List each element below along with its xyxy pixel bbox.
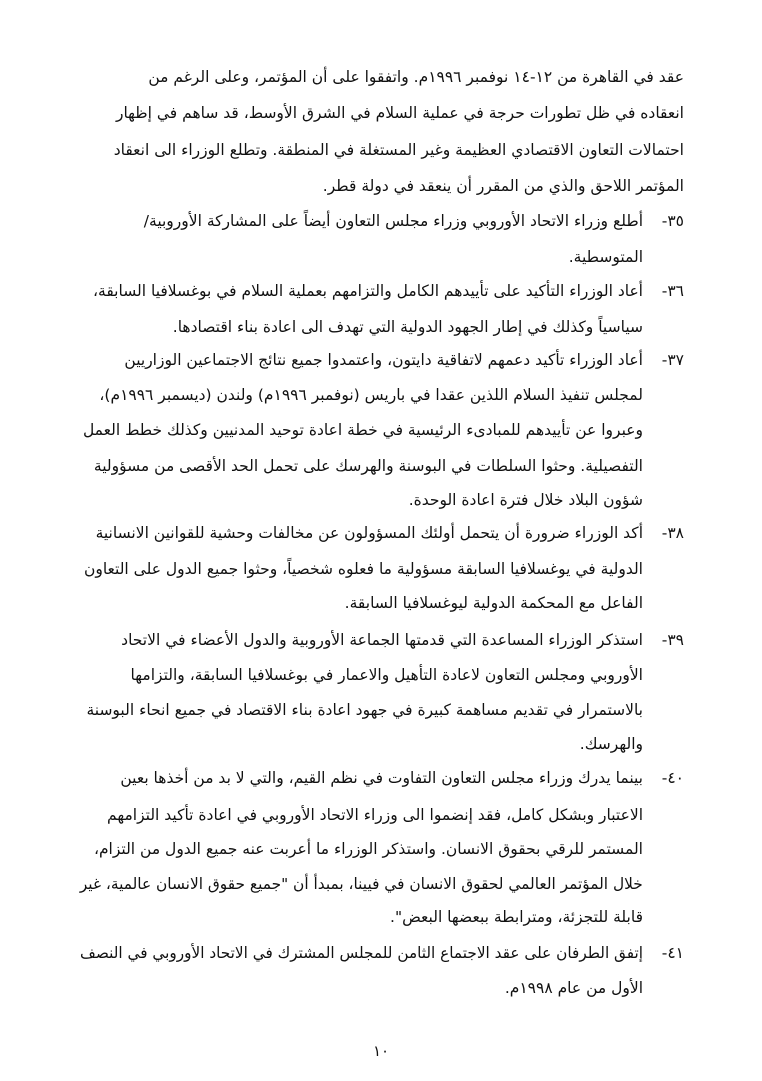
paragraph-line: إتفق الطرفان على عقد الاجتماع الثامن للمجلس المشترك في الاتحاد الأوروبي في النصف (80, 944, 643, 962)
paragraph-line: أكد الوزراء ضرورة أن يتحمل أولئك المسؤولون عن مخالفات وحشية للقوانين الانسانية (95, 524, 643, 542)
page-number: ١٠ (372, 1042, 390, 1060)
paragraph-line: أعاد الوزراء التأكيد على تأييدهم الكامل والتزامهم بعملية السلام في بوغسلافيا السابقة، (93, 282, 643, 300)
item-number: ٣٦- (661, 282, 684, 300)
paragraph-line: سياسياً وكذلك في إطار الجهود الدولية التي تهدف الى اعادة بناء اقتصادها. (172, 318, 643, 336)
paragraph-line: استذكر الوزراء المساعدة التي قدمتها الجماعة الأوروبية والدول الأعضاء في الاتحاد (121, 631, 643, 649)
paragraph-line: والهرسك. (579, 735, 643, 753)
paragraph-line: أعاد الوزراء تأكيد دعمهم لاتفاقية دايتون، واعتمدوا جميع نتائج الاجتماعين الوزاريين (124, 351, 643, 369)
paragraph-line: الأول من عام ١٩٩٨م. (504, 979, 643, 997)
paragraph-line: التفصيلية. وحثوا السلطات في البوسنة والهرسك على تحمل الحد الأقصى من مسؤولية (93, 457, 643, 475)
paragraph-line: المتوسطية. (568, 248, 643, 266)
paragraph-line: شؤون البلاد خلال فترة اعادة الوحدة. (408, 491, 643, 509)
item-number: ٣٨- (661, 524, 684, 542)
paragraph-line: خلال المؤتمر العالمي لحقوق الانسان في فيينا، بمبدأ أن "جميع حقوق الانسان عالمية، غير (80, 875, 643, 893)
item-number: ٣٩- (661, 631, 684, 649)
paragraph-line: انعقاده في ظل تطورات حرجة في عملية السلام في الشرق الأوسط، قد ساهم في إظهار (115, 104, 684, 122)
paragraph-line: الفاعل مع المحكمة الدولية ليوغسلافيا السابقة. (344, 594, 643, 612)
item-number: ٣٥- (661, 212, 684, 230)
paragraph-line: بالاستمرار في تقديم مساهمة كبيرة في جهود اعادة بناء الاقتصاد في جميع انحاء البوسنة (86, 701, 643, 719)
item-number: ٣٧- (661, 351, 684, 369)
paragraph-line: الاعتبار وبشكل كامل، فقد إنضموا الى وزراء الاتحاد الأوروبي في اعادة تأكيد التزامهم (107, 806, 643, 824)
paragraph-line: المستمر للرقي بحقوق الانسان. واستذكر الوزراء ما أعربت عنه جميع الدول من التزام، (93, 840, 643, 858)
paragraph-line: بينما يدرك وزراء مجلس التعاون التفاوت في نظم القيم، والتي لا بد من أخذها بعين (120, 769, 643, 787)
paragraph-line: عقد في القاهرة من ١٢-١٤ نوفمبر ١٩٩٦م. واتفقوا على أن المؤتمر، وعلى الرغم من (148, 68, 684, 86)
paragraph-line: وعبروا عن تأييدهم للمبادىء الرئيسية في خطة اعادة توحيد المدنيين وكذلك خطط العمل (82, 421, 643, 439)
item-number: ٤٠- (661, 769, 684, 787)
paragraph-line: قابلة للتجزئة، ومترابطة ببعضها البعض". (390, 908, 643, 926)
paragraph-line: المؤتمر اللاحق والذي من المقرر أن ينعقد في دولة قطر. (322, 177, 684, 195)
paragraph-line: الأوروبي ومجلس التعاون لاعادة التأهيل والاعمار في بوغسلافيا السابقة، والتزامها (130, 666, 643, 684)
paragraph-line: الدولية في يوغسلافيا السابقة مسؤولية ما فعلوه شخصياً، وحثوا جميع الدول على التعاون (83, 560, 643, 578)
item-number: ٤١- (661, 944, 684, 962)
paragraph-line: احتمالات التعاون الاقتصادي العظيمة وغير المستغلة في المنطقة. وتطلع الوزراء الى انعقاد (113, 141, 684, 159)
paragraph-line: أطلع وزراء الاتحاد الأوروبي وزراء مجلس التعاون أيضاً على المشاركة الأوروبية/ (143, 212, 643, 230)
paragraph-line: لمجلس تنفيذ السلام اللذين عقدا في باريس (نوفمبر ١٩٩٦م) ولندن (ديسمبر ١٩٩٦م)، (99, 386, 643, 404)
